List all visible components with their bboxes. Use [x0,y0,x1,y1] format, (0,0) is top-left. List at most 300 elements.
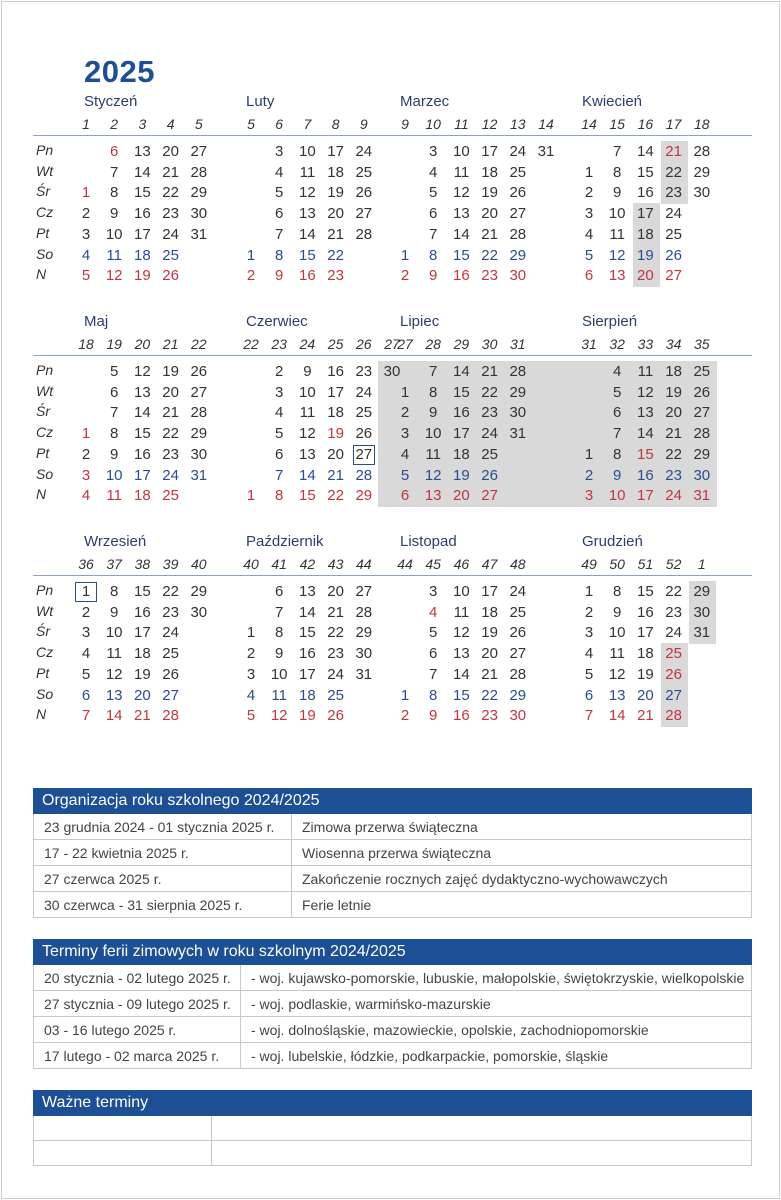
day-cell: 13 [299,583,316,600]
day-cell: 25 [665,225,682,243]
school-table-row [33,866,752,892]
day-cell: 25 [327,686,344,704]
day-cell: 4 [81,246,91,264]
winter-table-row [33,965,752,991]
day-cell: 15 [637,583,654,600]
day-cell: 9 [275,267,284,285]
day-cell: 15 [134,425,151,443]
day-cell: 21 [481,225,498,243]
week-number: 21 [162,336,179,352]
day-cell: 7 [584,707,594,725]
day-cell: 17 [637,487,654,505]
day-name-label: So [36,465,54,482]
day-cell: 18 [481,163,498,181]
day-cell: 19 [299,707,316,725]
week-number: 27 [384,336,400,352]
week-number: 13 [510,116,526,132]
day-cell: 15 [637,445,654,463]
day-cell: 8 [110,184,119,202]
day-cell: 30 [509,267,527,285]
month-name: Sierpień [582,313,638,330]
day-cell: 13 [299,445,316,463]
day-cell: 20 [327,205,344,223]
week-number: 45 [425,556,441,572]
day-cell: 9 [613,466,622,484]
day-name-label: Wt [36,162,54,179]
day-cell: 24 [327,665,344,683]
day-cell: 1 [81,184,91,202]
day-cell: 15 [453,383,470,401]
day-cell: 10 [608,624,626,642]
day-cell: 11 [106,246,122,264]
important-date-cell [34,1141,212,1165]
day-cell: 24 [355,143,373,160]
week-number: 12 [481,116,498,132]
day-cell: 26 [665,246,682,264]
day-cell: 2 [246,645,256,663]
day-cell: 5 [81,665,91,683]
week-number: 22 [191,336,207,352]
day-cell: 11 [425,445,441,463]
day-cell: 8 [613,163,622,181]
day-cell: 18 [134,645,151,663]
day-cell: 20 [327,583,344,600]
day-cell: 30 [355,645,373,663]
day-cell: 11 [453,163,470,181]
week-number: 16 [637,116,654,132]
week-number: 40 [191,556,207,572]
day-cell: 14 [134,404,151,422]
day-cell: 12 [299,184,316,202]
week-number: 30 [481,336,498,352]
day-cell: 24 [665,487,682,505]
day-cell: 15 [299,487,316,505]
day-cell: 2 [275,363,284,380]
day-cell: 24 [481,425,498,443]
day-cell: 7 [275,603,284,621]
day-cell: 30 [190,205,208,223]
day-cell: 29 [355,487,373,505]
week-number: 31 [581,336,597,352]
day-cell: 28 [509,363,527,380]
day-cell: 23 [162,445,179,463]
day-cell: 4 [584,645,594,663]
day-cell: 19 [665,383,682,401]
day-cell: 7 [275,466,284,484]
day-cell: 16 [637,603,654,621]
month-name: Czerwiec [246,313,308,330]
day-cell: 8 [429,686,438,704]
school-table-row [33,814,752,840]
important-table-row [33,1116,752,1141]
week-number: 36 [78,556,94,572]
day-cell: 20 [637,686,654,704]
day-cell: 5 [246,707,256,725]
day-cell: 9 [303,363,312,380]
day-cell: 6 [584,267,594,285]
school-date-cell: 27 czerwca 2025 r. [34,866,292,891]
day-name-label: Pn [36,582,54,598]
day-cell: 30 [693,184,711,202]
day-cell: 31 [693,487,711,505]
day-cell: 28 [190,163,208,181]
day-cell: 3 [81,624,91,642]
day-cell: 6 [81,686,91,704]
day-cell: 19 [481,624,498,642]
day-cell: 3 [429,583,438,600]
day-cell: 17 [327,143,344,160]
year-title: 2025 [84,54,155,89]
day-cell: 29 [693,445,711,463]
day-cell: 9 [429,267,438,285]
day-cell: 27 [353,445,375,465]
day-cell: 6 [400,487,410,505]
week-number: 49 [581,556,597,572]
day-cell: 24 [355,383,373,401]
day-cell: 3 [246,665,256,683]
month-name: Marzec [400,93,450,110]
day-name-label: N [36,486,47,503]
day-cell: 6 [584,686,594,704]
day-cell: 24 [665,624,682,642]
day-cell: 7 [429,225,438,243]
day-cell: 28 [190,404,208,422]
day-name-label: N [36,266,47,283]
day-cell: 6 [110,143,119,160]
school-description-cell: Wiosenna przerwa świąteczna [302,845,492,861]
day-cell: 7 [110,404,119,422]
day-cell: 28 [355,466,373,484]
day-cell: 28 [355,603,373,621]
day-cell: 9 [275,645,284,663]
day-cell: 27 [665,267,682,285]
day-cell: 20 [481,645,498,663]
day-cell: 2 [400,267,410,285]
day-cell: 10 [424,425,442,443]
day-cell: 24 [665,205,682,223]
important-dates-table-title: Ważne terminy [33,1090,752,1116]
day-cell: 22 [481,686,498,704]
week-number: 23 [271,336,287,352]
day-cell: 13 [453,645,470,663]
day-name-label: Śr [36,403,50,420]
winter-description-cell: - woj. kujawsko-pomorskie, lubuskie, małopolskie, świętokrzyskie, wielkopolskie [251,970,745,986]
week-number: 22 [243,336,259,352]
week-number: 20 [134,336,151,352]
important-dates-table [33,1090,752,1166]
week-rule [33,355,752,356]
winter-date-cell: 27 stycznia - 09 lutego 2025 r. [34,991,241,1016]
week-number: 3 [138,116,147,132]
week-number: 17 [665,116,682,132]
week-number: 33 [637,336,654,352]
day-cell: 16 [637,184,654,202]
week-number: 1 [697,556,706,572]
day-cell: 31 [190,466,208,484]
day-cell: 10 [299,143,316,160]
week-number: 18 [78,336,94,352]
week-number: 14 [538,116,554,132]
day-cell: 17 [134,225,151,243]
day-name-label: Pt [36,444,50,461]
day-cell: 24 [509,583,527,600]
day-cell: 29 [693,583,711,600]
day-cell: 25 [162,645,179,663]
day-cell: 25 [355,404,373,422]
day-cell: 1 [81,425,91,443]
day-cell: 13 [453,205,470,223]
day-cell: 21 [327,603,344,621]
day-cell: 16 [453,707,470,725]
school-date-cell: 23 grudnia 2024 - 01 stycznia 2025 r. [34,814,292,839]
day-cell: 17 [481,143,498,160]
week-number: 2 [110,116,119,132]
day-cell: 4 [275,404,284,422]
day-cell: 30 [693,466,711,484]
day-cell: 18 [637,225,654,243]
day-name-label: N [36,706,47,723]
day-cell: 26 [162,267,179,285]
week-number: 28 [425,336,441,352]
day-cell: 8 [429,246,438,264]
day-cell: 6 [613,404,622,422]
week-number: 43 [327,556,344,572]
day-cell: 21 [327,225,344,243]
day-cell: 27 [509,205,527,223]
day-cell: 25 [162,487,179,505]
day-cell: 4 [613,363,622,380]
week-number: 15 [609,116,625,132]
day-cell: 19 [453,466,470,484]
day-cell: 19 [327,184,344,202]
day-cell: 18 [134,246,151,264]
day-cell: 12 [270,707,288,725]
week-number: 6 [275,116,284,132]
day-cell: 21 [637,707,654,725]
month-name: Kwiecień [582,93,643,110]
day-cell: 27 [162,686,179,704]
day-cell: 22 [665,163,682,181]
day-cell: 7 [613,425,622,443]
day-cell: 31 [509,425,527,443]
week-number: 52 [665,556,682,572]
day-cell: 16 [453,267,470,285]
day-cell: 5 [110,363,119,380]
week-number: 32 [609,336,625,352]
day-cell: 27 [665,686,682,704]
day-cell: 12 [105,267,123,285]
day-cell: 8 [275,246,284,264]
day-cell: 20 [134,686,151,704]
day-cell: 19 [134,665,151,683]
day-cell: 1 [400,246,410,264]
day-cell: 26 [190,363,208,380]
day-cell: 20 [637,267,654,285]
day-cell: 29 [693,163,711,181]
day-cell: 12 [424,466,442,484]
day-cell: 26 [665,665,682,683]
winter-description-cell: - woj. dolnośląskie, mazowieckie, opolskie, zachodniopomorskie [251,1022,649,1038]
day-cell: 12 [608,665,626,683]
week-number: 11 [454,116,469,132]
day-cell: 18 [453,445,470,463]
day-cell: 29 [190,583,208,600]
day-cell: 13 [105,686,123,704]
day-cell: 21 [665,425,682,443]
day-cell: 5 [81,267,91,285]
day-cell: 7 [110,163,119,181]
day-cell: 10 [608,205,626,223]
day-cell: 8 [429,383,438,401]
day-cell: 9 [110,445,119,463]
day-cell: 22 [665,445,682,463]
week-number: 19 [106,336,122,352]
day-cell: 29 [509,686,527,704]
day-cell: 22 [481,246,498,264]
day-cell: 25 [355,163,373,181]
week-number: 5 [247,116,255,132]
week-number: 37 [106,556,122,572]
week-number: 44 [397,556,413,572]
day-name-label: Pn [36,142,54,158]
day-cell: 11 [609,645,625,663]
day-cell: 10 [453,143,470,160]
month-name: Maj [84,313,109,330]
winter-table-row [33,1043,752,1069]
week-number: 42 [299,556,316,572]
day-cell: 2 [81,445,91,463]
day-cell: 30 [190,445,208,463]
day-cell: 25 [481,445,498,463]
winter-description-cell: - woj. lubelskie, łódzkie, podkarpackie, pomorskie, śląskie [251,1048,609,1064]
day-cell: 20 [162,383,179,401]
day-cell: 12 [105,665,123,683]
day-cell: 27 [509,645,527,663]
day-cell: 26 [509,624,527,642]
day-cell: 19 [637,246,654,264]
day-cell: 11 [106,645,122,663]
day-cell: 20 [327,445,344,463]
day-cell: 21 [481,665,498,683]
day-cell: 18 [665,363,682,380]
day-cell: 29 [509,246,527,264]
day-cell: 28 [693,143,711,160]
school-date-cell: 30 czerwca - 31 sierpnia 2025 r. [34,892,292,917]
day-cell: 22 [665,583,682,600]
day-cell: 11 [271,686,287,704]
day-cell: 21 [134,707,151,725]
day-cell: 15 [453,686,470,704]
day-cell: 3 [400,425,410,443]
day-cell: 17 [453,425,470,443]
day-name-label: So [36,685,54,702]
day-cell: 7 [429,363,438,380]
day-cell: 16 [299,645,316,663]
day-cell: 13 [134,143,151,160]
day-cell: 14 [105,707,123,725]
day-cell: 6 [275,205,284,223]
day-cell: 29 [190,425,208,443]
day-cell: 18 [327,163,344,181]
day-cell: 4 [246,686,256,704]
day-cell: 15 [637,163,654,181]
day-cell: 27 [190,383,208,401]
winter-table-row [33,1017,752,1043]
day-name-label: So [36,245,54,262]
day-cell: 19 [134,267,151,285]
day-cell: 24 [509,143,527,160]
day-cell: 13 [637,404,654,422]
day-cell: 17 [327,383,344,401]
day-cell: 16 [327,363,344,380]
day-cell: 27 [190,143,208,160]
week-number: 38 [134,556,151,572]
day-cell: 14 [637,143,654,160]
day-cell: 8 [110,583,119,600]
day-cell: 9 [110,603,119,621]
day-cell: 28 [509,225,527,243]
day-cell: 17 [299,665,316,683]
week-number: 24 [299,336,316,352]
day-cell: 10 [299,383,316,401]
day-cell: 5 [613,383,622,401]
day-cell: 12 [608,246,626,264]
week-number: 25 [327,336,344,352]
day-cell: 31 [537,143,555,160]
day-cell: 23 [355,363,373,380]
week-number: 41 [271,556,287,572]
important-description-cell [212,1141,751,1165]
day-cell: 5 [584,665,594,683]
day-cell: 13 [608,267,626,285]
day-cell: 18 [134,487,151,505]
day-cell: 2 [584,603,594,621]
day-cell: 11 [106,487,122,505]
day-cell: 22 [327,246,344,264]
day-cell: 15 [134,184,151,202]
day-cell: 16 [134,445,151,463]
day-cell: 9 [613,603,622,621]
day-cell: 1 [584,445,594,463]
day-name-label: Śr [36,623,50,640]
day-cell: 5 [584,246,594,264]
month-name: Październik [246,533,324,550]
day-cell: 13 [299,205,316,223]
week-number: 31 [510,336,526,352]
day-cell: 28 [665,707,682,725]
week-number: 5 [194,116,203,132]
day-cell: 12 [453,624,470,642]
week-number: 46 [453,556,470,572]
day-cell: 26 [327,707,344,725]
day-cell: 9 [613,184,622,202]
day-cell: 14 [453,363,470,380]
week-number: 27 [397,336,413,352]
day-cell: 24 [162,225,179,243]
day-cell: 8 [613,445,622,463]
day-cell: 18 [637,645,654,663]
day-cell: 2 [246,267,256,285]
day-cell: 19 [162,363,179,380]
week-number: 40 [243,556,259,572]
day-cell: 27 [481,487,498,505]
day-cell: 14 [453,665,470,683]
day-name-label: Pt [36,664,50,681]
day-cell: 5 [429,624,438,642]
day-cell: 8 [275,487,284,505]
day-cell: 2 [400,707,410,725]
day-cell: 6 [110,383,119,401]
